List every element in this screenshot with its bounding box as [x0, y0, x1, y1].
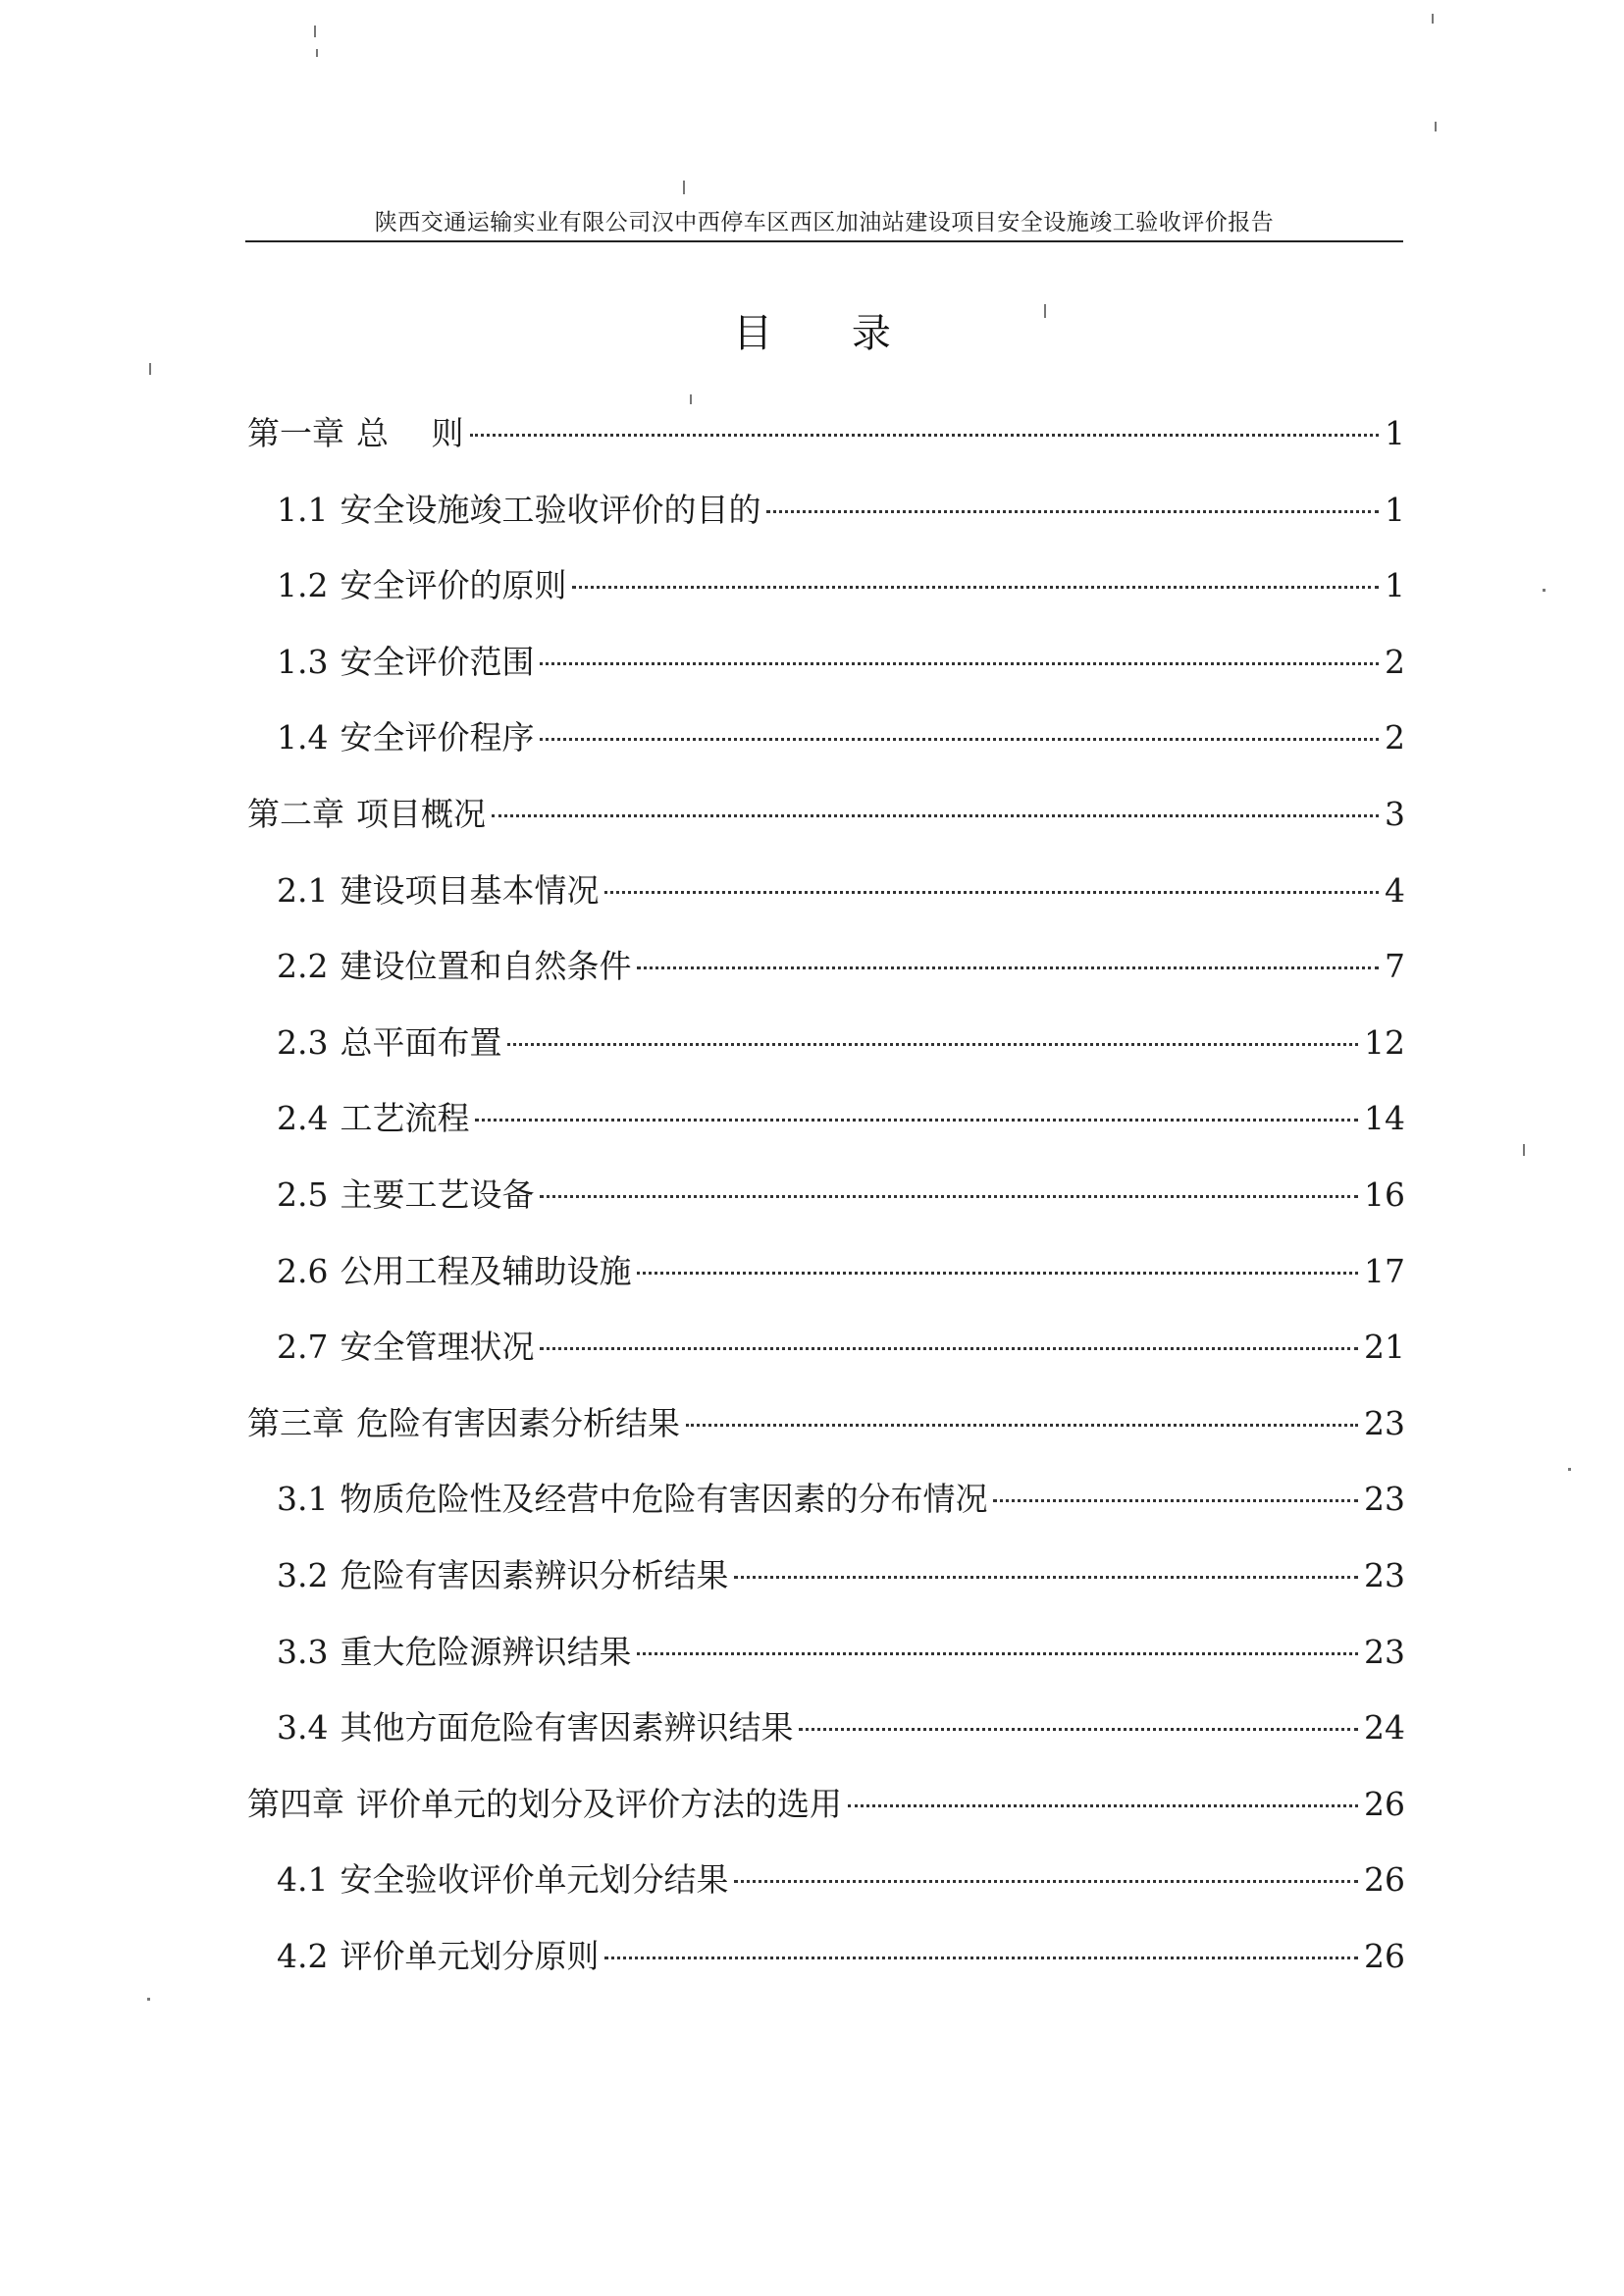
toc-page-number: 2	[1385, 642, 1405, 681]
toc-entry-number: 第一章	[247, 414, 344, 452]
toc-section-entry	[247, 1476, 1405, 1552]
toc-entry-number: 1.3	[277, 642, 329, 681]
toc-entry-text: 安全评价程序	[340, 718, 535, 757]
toc-page-number: 7	[1385, 947, 1405, 986]
toc-dot-leader	[572, 586, 1379, 589]
toc-entry-text: 建设项目基本情况	[340, 870, 600, 910]
toc-section-entry	[247, 1552, 1405, 1629]
toc-entry-text: 评价单元划分原则	[340, 1936, 600, 1975]
toc-page-number: 16	[1364, 1174, 1405, 1214]
toc-entry-number: 2.6	[277, 1251, 329, 1290]
toc-section-entry	[247, 867, 1405, 944]
toc-section-entry	[247, 1324, 1405, 1400]
toc-page-number: 26	[1364, 1936, 1405, 1975]
toc-entry-text: 主要工艺设备	[340, 1174, 535, 1214]
toc-title: 目 录	[733, 311, 924, 356]
toc-page-number: 12	[1364, 1022, 1405, 1062]
toc-list	[247, 410, 1405, 2009]
toc-entry-number: 3.3	[277, 1632, 329, 1671]
toc-entry-number: 1.2	[277, 566, 329, 605]
toc-entry-number: 1.4	[277, 718, 329, 757]
toc-dot-leader	[734, 1576, 1358, 1579]
toc-dot-leader	[470, 434, 1380, 437]
toc-page-number: 23	[1364, 1403, 1405, 1442]
toc-entry-number: 3.4	[277, 1708, 329, 1748]
scan-speck	[316, 49, 318, 57]
toc-section-entry	[247, 1856, 1405, 1933]
scan-speck	[1523, 1144, 1525, 1156]
toc-entry-number: 2.3	[277, 1022, 329, 1062]
toc-entry-text: 重大危险源辨识结果	[340, 1632, 632, 1671]
toc-entry-text: 评价单元的划分及评价方法的选用	[356, 1784, 842, 1823]
toc-entry-number: 第三章	[247, 1403, 344, 1442]
toc-dot-leader	[540, 1347, 1358, 1350]
toc-page-number: 23	[1364, 1480, 1405, 1519]
toc-page-number: 1	[1385, 566, 1405, 605]
toc-page-number: 1	[1385, 414, 1405, 452]
toc-entry-text: 安全设施竣工验收评价的目的	[340, 490, 761, 529]
toc-page-number: 2	[1385, 718, 1405, 757]
toc-dot-leader	[799, 1728, 1358, 1731]
toc-page-number: 26	[1364, 1860, 1405, 1900]
toc-entry-number: 3.1	[277, 1480, 329, 1519]
toc-dot-leader	[540, 1195, 1358, 1198]
toc-entry-number: 2.5	[277, 1174, 329, 1214]
toc-chapter-entry	[247, 1781, 1405, 1857]
toc-dot-leader	[734, 1880, 1358, 1883]
toc-entry-number: 第二章	[247, 794, 344, 833]
toc-entry-text: 工艺流程	[340, 1099, 470, 1138]
toc-section-entry	[247, 1095, 1405, 1172]
toc-entry-number: 2.2	[277, 947, 329, 986]
toc-entry-text: 公用工程及辅助设施	[340, 1251, 632, 1290]
scan-speck	[683, 181, 685, 194]
toc-entry-text: 安全评价的原则	[340, 566, 567, 605]
toc-entry-text: 项目概况	[356, 794, 486, 833]
toc-dot-leader	[604, 891, 1379, 894]
toc-section-entry	[247, 1629, 1405, 1705]
toc-entry-number: 4.1	[277, 1860, 329, 1900]
scan-speck	[149, 363, 151, 375]
toc-dot-leader	[492, 814, 1379, 817]
toc-entry-text: 安全验收评价单元划分结果	[340, 1860, 729, 1900]
toc-entry-text: 总平面布置	[340, 1022, 502, 1062]
toc-page-number: 21	[1364, 1328, 1405, 1367]
toc-page-number: 23	[1364, 1632, 1405, 1671]
running-header: 陕西交通运输实业有限公司汉中西停车区西区加油站建设项目安全设施竣工验收评价报告	[374, 210, 1275, 235]
toc-entry-text: 总 则	[356, 414, 464, 452]
toc-section-entry	[247, 1933, 1405, 2009]
toc-section-entry	[247, 562, 1405, 639]
toc-section-entry	[247, 1019, 1405, 1096]
toc-chapter-entry	[247, 1400, 1405, 1477]
scan-speck	[1568, 1468, 1571, 1471]
toc-section-entry	[247, 1172, 1405, 1248]
toc-page-number: 17	[1364, 1251, 1405, 1290]
toc-section-entry	[247, 714, 1405, 791]
toc-chapter-entry	[247, 410, 1405, 487]
toc-entry-number: 第四章	[247, 1784, 344, 1823]
toc-page-number: 24	[1364, 1708, 1405, 1748]
toc-entry-text: 物质危险性及经营中危险有害因素的分布情况	[340, 1480, 988, 1519]
toc-section-entry	[247, 1704, 1405, 1781]
toc-entry-text: 建设位置和自然条件	[340, 947, 632, 986]
toc-dot-leader	[637, 1652, 1358, 1655]
toc-chapter-entry	[247, 791, 1405, 867]
toc-entry-number: 3.2	[277, 1555, 329, 1594]
toc-page-number: 4	[1385, 870, 1405, 910]
toc-section-entry	[247, 487, 1405, 563]
toc-entry-text: 其他方面危险有害因素辨识结果	[340, 1708, 794, 1748]
toc-section-entry	[247, 639, 1405, 715]
header-rule	[245, 240, 1403, 242]
toc-dot-leader	[637, 966, 1379, 969]
toc-dot-leader	[686, 1424, 1358, 1427]
toc-entry-number: 4.2	[277, 1936, 329, 1975]
toc-page-number: 1	[1385, 490, 1405, 529]
scan-speck	[147, 1998, 150, 2001]
toc-entry-text: 安全评价范围	[340, 642, 535, 681]
toc-dot-leader	[475, 1119, 1358, 1122]
toc-page-number: 23	[1364, 1555, 1405, 1594]
scan-speck	[1543, 589, 1545, 592]
toc-dot-leader	[637, 1272, 1358, 1275]
toc-entry-number: 2.1	[277, 870, 329, 910]
toc-dot-leader	[540, 662, 1379, 665]
toc-entry-number: 2.4	[277, 1099, 329, 1138]
scan-speck	[1044, 304, 1046, 318]
toc-dot-leader	[540, 738, 1379, 741]
toc-entry-text: 安全管理状况	[340, 1328, 535, 1367]
scan-speck	[1435, 122, 1437, 131]
toc-dot-leader	[766, 510, 1379, 513]
toc-dot-leader	[507, 1043, 1358, 1046]
scan-speck	[690, 394, 692, 404]
toc-entry-number: 1.1	[277, 490, 329, 529]
toc-entry-number: 2.7	[277, 1328, 329, 1367]
toc-entry-text: 危险有害因素辨识分析结果	[340, 1555, 729, 1594]
scan-speck	[1432, 14, 1434, 24]
toc-dot-leader	[604, 1957, 1358, 1959]
toc-entry-text: 危险有害因素分析结果	[356, 1403, 680, 1442]
toc-page-number: 26	[1364, 1784, 1405, 1823]
toc-page-number: 3	[1385, 794, 1405, 833]
toc-section-entry	[247, 943, 1405, 1019]
toc-dot-leader	[848, 1804, 1358, 1807]
scan-speck	[314, 26, 316, 37]
toc-page-number: 14	[1364, 1099, 1405, 1138]
toc-section-entry	[247, 1248, 1405, 1325]
toc-dot-leader	[993, 1499, 1358, 1502]
